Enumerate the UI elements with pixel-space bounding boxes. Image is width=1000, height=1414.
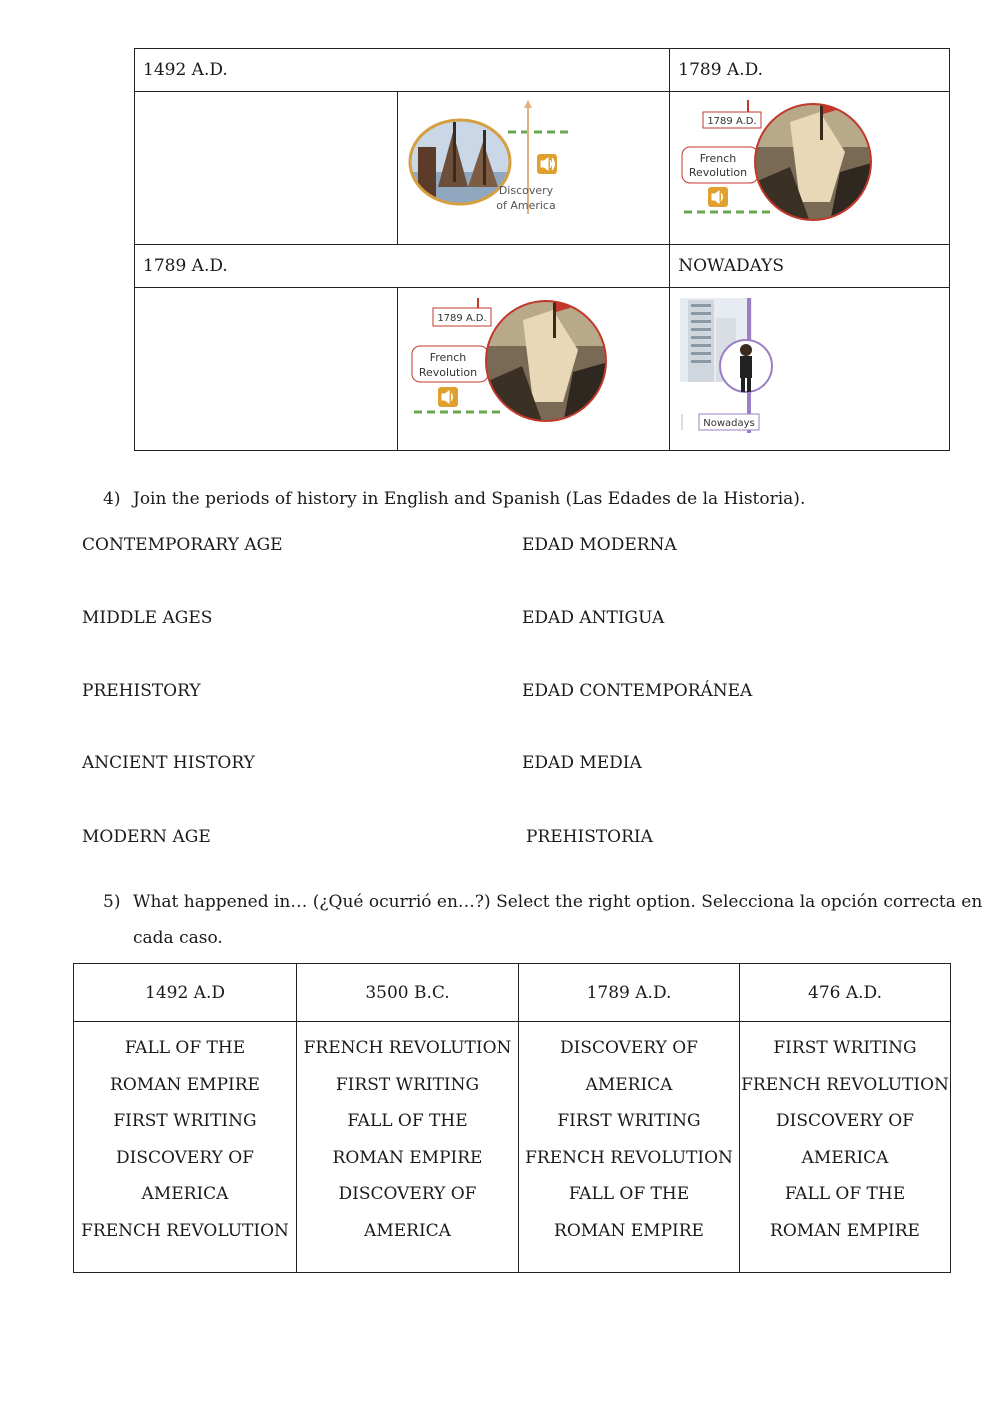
exercise-5-instruction-cont: cada caso. <box>133 928 223 948</box>
spanish-period-1[interactable]: EDAD MODERNA <box>522 535 677 555</box>
option-line[interactable]: FIRST WRITING <box>557 1111 701 1132</box>
discovery-image-cell <box>398 92 670 245</box>
spanish-period-4[interactable]: EDAD MEDIA <box>522 753 642 773</box>
svg-text:Discovery: Discovery <box>499 184 554 197</box>
option-line[interactable]: ROMAN EMPIRE <box>110 1074 260 1095</box>
option-line[interactable]: FALL OF THE <box>784 1184 906 1205</box>
option-line[interactable]: DISCOVERY OF <box>560 1038 698 1058</box>
options-header-476: 476 A.D. <box>740 964 951 1022</box>
options-header-3500bc: 3500 B.C. <box>297 964 519 1022</box>
svg-text:Revolution: Revolution <box>689 166 748 179</box>
english-period-3[interactable]: PREHISTORY <box>82 681 201 701</box>
option-line[interactable]: ROMAN EMPIRE <box>770 1220 920 1241</box>
spanish-period-2[interactable]: EDAD ANTIGUA <box>522 608 665 628</box>
english-period-4[interactable]: ANCIENT HISTORY <box>82 753 255 773</box>
discovery-of-america-image <box>398 92 669 244</box>
french-revolution-image-1 <box>670 92 941 244</box>
svg-text:French: French <box>429 351 467 364</box>
options-table <box>73 963 951 1273</box>
svg-text:1789 A.D.: 1789 A.D. <box>707 116 757 127</box>
timeline-header-1789-b: 1789 A.D. <box>135 245 670 288</box>
svg-text:1789 A.D.: 1789 A.D. <box>437 313 487 324</box>
option-line[interactable]: ROMAN EMPIRE <box>332 1147 483 1168</box>
svg-text:of America: of America <box>496 199 556 212</box>
spanish-period-3[interactable]: EDAD CONTEMPORÁNEA <box>522 681 753 701</box>
svg-text:French: French <box>699 152 737 165</box>
options-column-1 <box>74 1022 297 1273</box>
options-column-3 <box>519 1022 740 1273</box>
option-line[interactable]: FRENCH REVOLUTION <box>81 1220 289 1241</box>
option-line[interactable]: FALL OF THE <box>568 1184 690 1205</box>
option-line[interactable]: ROMAN EMPIRE <box>554 1220 704 1241</box>
exercise-4-instruction: 4) Join the periods of history in English and Spanish (Las Edades de la Historia). <box>103 489 806 509</box>
french-revolution-image-cell-2 <box>398 288 670 451</box>
option-line[interactable]: DISCOVERY OF <box>338 1184 477 1205</box>
options-column-4 <box>740 1022 951 1273</box>
svg-text:Revolution: Revolution <box>419 366 478 379</box>
french-revolution-image-cell-1 <box>670 92 950 245</box>
nowadays-image-cell <box>670 288 950 451</box>
timeline-header-1492: 1492 A.D. <box>135 49 670 92</box>
nowadays-image <box>670 288 941 450</box>
spanish-period-5[interactable]: PREHISTORIA <box>526 827 653 847</box>
option-line[interactable]: FIRST WRITING <box>773 1038 917 1058</box>
option-line[interactable]: DISCOVERY OF <box>116 1147 254 1168</box>
option-line[interactable]: DISCOVERY OF <box>776 1111 914 1132</box>
option-line[interactable]: FIRST WRITING <box>335 1074 480 1095</box>
english-period-2[interactable]: MIDDLE AGES <box>82 608 213 628</box>
option-line[interactable]: FRENCH REVOLUTION <box>741 1074 949 1095</box>
option-line[interactable]: AMERICA <box>801 1147 889 1168</box>
answer-box-1[interactable] <box>135 92 398 245</box>
option-line[interactable]: AMERICA <box>141 1184 229 1205</box>
answer-box-2[interactable] <box>135 288 398 451</box>
exercise-5-instruction: 5) What happened in… (¿Qué ocurrió en…?) Select the right option. Selecciona la opción correcta en <box>103 892 983 912</box>
option-line[interactable]: AMERICA <box>364 1220 451 1241</box>
timeline-header-nowadays: NOWADAYS <box>670 245 950 288</box>
english-period-5[interactable]: MODERN AGE <box>82 827 211 847</box>
option-line[interactable]: FRENCH REVOLUTION <box>525 1147 733 1168</box>
option-line[interactable]: AMERICA <box>585 1074 673 1095</box>
timeline-table <box>134 48 950 451</box>
option-line[interactable]: FALL OF THE <box>347 1111 468 1132</box>
option-line[interactable]: FRENCH REVOLUTION <box>303 1038 512 1058</box>
options-header-1492: 1492 A.D <box>74 964 297 1022</box>
french-revolution-image-2 <box>398 288 669 450</box>
options-column-2 <box>297 1022 519 1273</box>
option-line[interactable]: FALL OF THE <box>124 1038 246 1058</box>
svg-text:Nowadays: Nowadays <box>703 418 756 429</box>
option-line[interactable]: FIRST WRITING <box>113 1111 257 1132</box>
options-header-1789: 1789 A.D. <box>519 964 740 1022</box>
timeline-header-1789: 1789 A.D. <box>670 49 950 92</box>
english-period-1[interactable]: CONTEMPORARY AGE <box>82 535 283 555</box>
